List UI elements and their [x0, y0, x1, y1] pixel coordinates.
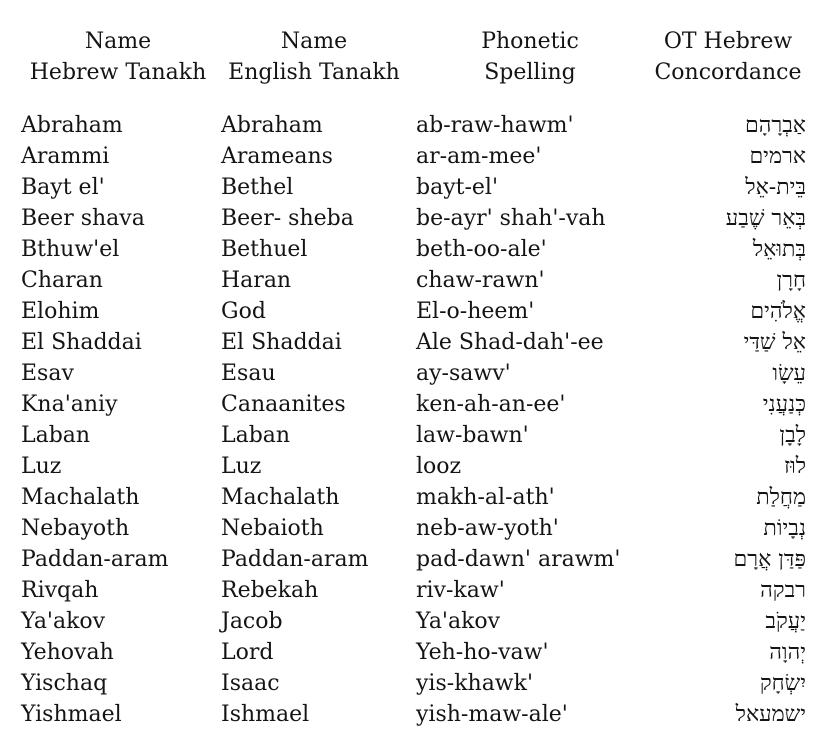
cell-english-tanakh-name: Luz	[221, 454, 262, 479]
table-row	[0, 544, 828, 575]
cell-phonetic-spelling: yis-khawk'	[416, 671, 534, 696]
cell-phonetic-spelling: Ya'akov	[416, 609, 501, 634]
column-header-line: Phonetic	[481, 29, 579, 54]
cell-english-tanakh-name: Beer- sheba	[221, 206, 354, 231]
cell-phonetic-spelling: law-bawn'	[416, 423, 529, 448]
cell-hebrew-tanakh-name: Esav	[21, 361, 74, 386]
table-row	[0, 420, 828, 451]
cell-hebrew-concordance: נְבָיוֹת	[763, 516, 806, 541]
cell-hebrew-concordance: רבקה	[760, 578, 806, 603]
cell-phonetic-spelling: be-ayr' shah'-vah	[416, 206, 606, 231]
cell-english-tanakh-name: God	[221, 299, 266, 324]
cell-hebrew-tanakh-name: Abraham	[21, 113, 123, 138]
cell-phonetic-spelling: neb-aw-yoth'	[416, 516, 559, 541]
cell-english-tanakh-name: Machalath	[221, 485, 340, 510]
cell-english-tanakh-name: Bethel	[221, 175, 294, 200]
table-row	[0, 482, 828, 513]
table-row	[0, 110, 828, 141]
cell-hebrew-concordance: בֵּית-אֵל	[745, 175, 806, 200]
cell-phonetic-spelling: makh-al-ath'	[416, 485, 555, 510]
cell-hebrew-concordance: חָרָן	[776, 268, 806, 293]
column-header-phonetic	[440, 26, 620, 88]
cell-hebrew-tanakh-name: Nebayoth	[21, 516, 130, 541]
table-row	[0, 513, 828, 544]
cell-phonetic-spelling: chaw-rawn'	[416, 268, 545, 293]
cell-hebrew-tanakh-name: El Shaddai	[21, 330, 142, 355]
cell-english-tanakh-name: Paddan-aram	[221, 547, 369, 572]
cell-phonetic-spelling: ken-ah-an-ee'	[416, 392, 566, 417]
cell-phonetic-spelling: Ale Shad-dah'-ee	[416, 330, 604, 355]
cell-english-tanakh-name: Abraham	[221, 113, 323, 138]
cell-hebrew-tanakh-name: Luz	[21, 454, 62, 479]
cell-hebrew-tanakh-name: Charan	[21, 268, 103, 293]
cell-english-tanakh-name: Jacob	[221, 609, 283, 634]
cell-hebrew-concordance: יַעֲקֹב	[765, 609, 806, 634]
cell-hebrew-tanakh-name: Ya'akov	[21, 609, 106, 634]
cell-phonetic-spelling: El-o-heem'	[416, 299, 535, 324]
cell-phonetic-spelling: yish-maw-ale'	[416, 702, 568, 727]
cell-hebrew-tanakh-name: Kna'aniy	[21, 392, 118, 417]
cell-hebrew-concordance: בְּאֵר שֶׁבַע	[725, 206, 806, 231]
cell-hebrew-concordance: לוּז	[783, 454, 806, 479]
table-row	[0, 358, 828, 389]
cell-phonetic-spelling: riv-kaw'	[416, 578, 505, 603]
column-header-line: English Tanakh	[228, 60, 400, 85]
cell-hebrew-tanakh-name: Beer shava	[21, 206, 145, 231]
cell-phonetic-spelling: ab-raw-hawm'	[416, 113, 574, 138]
column-header-line: Hebrew Tanakh	[29, 60, 207, 85]
cell-hebrew-concordance: בְּתוּאֵל	[752, 237, 806, 262]
cell-english-tanakh-name: Arameans	[221, 144, 333, 169]
cell-phonetic-spelling: beth-oo-ale'	[416, 237, 547, 262]
cell-english-tanakh-name: Bethuel	[221, 237, 308, 262]
table-row	[0, 327, 828, 358]
cell-hebrew-concordance: יִשְׂחָק	[759, 671, 806, 696]
cell-english-tanakh-name: Isaac	[221, 671, 280, 696]
table-row	[0, 606, 828, 637]
table-row	[0, 141, 828, 172]
table-row	[0, 234, 828, 265]
cell-hebrew-concordance: אֱלֹהִים	[750, 299, 806, 324]
cell-english-tanakh-name: Esau	[221, 361, 276, 386]
cell-hebrew-tanakh-name: Paddan-aram	[21, 547, 169, 572]
cell-phonetic-spelling: ay-sawv'	[416, 361, 511, 386]
cell-phonetic-spelling: ar-am-mee'	[416, 144, 542, 169]
table-row	[0, 296, 828, 327]
cell-hebrew-concordance: יְהוָה	[769, 640, 806, 665]
cell-hebrew-concordance: לָבָן	[779, 423, 806, 448]
table-row	[0, 699, 828, 730]
column-header-hebrew-concordance	[640, 26, 816, 88]
cell-english-tanakh-name: Laban	[221, 423, 291, 448]
cell-hebrew-tanakh-name: Rivqah	[21, 578, 99, 603]
table-row	[0, 451, 828, 482]
cell-phonetic-spelling: Yeh-ho-vaw'	[416, 640, 549, 665]
cell-english-tanakh-name: Haran	[221, 268, 292, 293]
table-row	[0, 575, 828, 606]
cell-hebrew-tanakh-name: Arammi	[21, 144, 110, 169]
cell-hebrew-concordance: ישמעאל	[735, 702, 806, 727]
column-header-line: Spelling	[484, 60, 576, 85]
table-row	[0, 637, 828, 668]
cell-hebrew-concordance: כְּנַעֲנִי	[762, 392, 806, 417]
column-header-line: Name	[280, 29, 348, 54]
table-row	[0, 389, 828, 420]
cell-english-tanakh-name: Lord	[221, 640, 274, 665]
cell-english-tanakh-name: Ishmael	[221, 702, 310, 727]
column-header-line: Name	[84, 29, 152, 54]
cell-english-tanakh-name: Nebaioth	[221, 516, 324, 541]
cell-hebrew-concordance: עֵשָׂו	[772, 361, 806, 386]
cell-phonetic-spelling: looz	[416, 454, 462, 479]
column-header-hebrew-name	[20, 26, 216, 88]
cell-hebrew-concordance: פַּדַּן אֲרָם	[733, 547, 806, 572]
table-row	[0, 172, 828, 203]
cell-phonetic-spelling: bayt-el'	[416, 175, 499, 200]
cell-english-tanakh-name: Canaanites	[221, 392, 346, 417]
cell-hebrew-tanakh-name: Machalath	[21, 485, 140, 510]
column-header-line: Concordance	[654, 60, 802, 85]
cell-hebrew-concordance: ארמים	[749, 144, 806, 169]
cell-english-tanakh-name: Rebekah	[221, 578, 319, 603]
table-body	[0, 110, 828, 730]
cell-hebrew-concordance: מַחֲלַת	[756, 485, 806, 510]
cell-hebrew-tanakh-name: Yehovah	[21, 640, 114, 665]
column-header-line: OT Hebrew	[663, 29, 793, 54]
cell-hebrew-tanakh-name: Yishmael	[21, 702, 122, 727]
cell-english-tanakh-name: El Shaddai	[221, 330, 342, 355]
table-row	[0, 203, 828, 234]
cell-hebrew-tanakh-name: Bthuw'el	[21, 237, 120, 262]
cell-hebrew-tanakh-name: Elohim	[21, 299, 100, 324]
cell-hebrew-concordance: אַבְרָהָם	[745, 113, 806, 138]
cell-hebrew-concordance: אֵל שַׁדַּי	[743, 330, 806, 355]
cell-hebrew-tanakh-name: Laban	[21, 423, 91, 448]
column-header-english-name	[222, 26, 406, 88]
cell-hebrew-tanakh-name: Bayt el'	[21, 175, 105, 200]
cell-phonetic-spelling: pad-dawn' arawm'	[416, 547, 621, 572]
table-row	[0, 265, 828, 296]
table-row	[0, 668, 828, 699]
cell-hebrew-tanakh-name: Yischaq	[21, 671, 108, 696]
